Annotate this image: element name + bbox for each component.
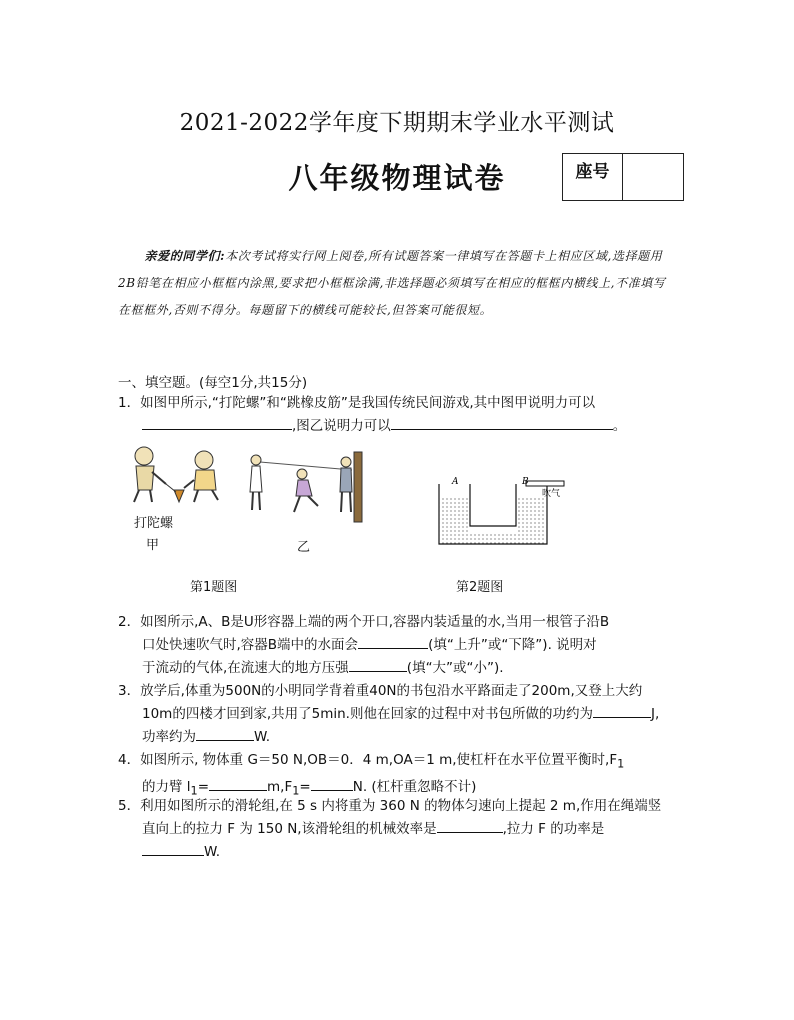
q4-blank-2[interactable] xyxy=(311,776,353,791)
q3-line2a: 10m的四楼才回到家,共用了5min.则他在回家的过程中对书包所做的功约为 xyxy=(142,706,593,722)
question-5 xyxy=(118,795,688,864)
figure-1-jia xyxy=(126,440,226,550)
q4-line2b: = xyxy=(197,778,210,795)
notice-body: 本次考试将实行网上阅卷,所有试题答案一律填写在答题卡上相应区域,选择题用2B铅笔在相应小框框内涂黑,要求把小框框涂满,非选择题必须填写在相应的框框内横线上,不准填写在框框外,否则不得分。每题留下的横线可能较长,但答案可能很短。 xyxy=(118,249,666,317)
q4-blank-1[interactable] xyxy=(209,776,267,791)
q5-number: 5． xyxy=(118,798,141,814)
q4-line1: 如图所示, 物体重 G＝50 N,OB＝0．4 m,OA＝1 m,使杠杆在水平位置平衡时,F xyxy=(140,752,618,768)
q5-blank-1[interactable] xyxy=(437,818,503,833)
q2-line3a: 于流动的气体,在流速大的地方压强 xyxy=(142,660,349,676)
q4-line2c: m,F xyxy=(267,778,293,795)
figure-1-caption: 第1题图 xyxy=(190,580,238,595)
q3-line2b: J, xyxy=(650,706,660,722)
jump-rope-scene-illustration xyxy=(250,452,362,522)
seat-number-box xyxy=(562,153,684,201)
q1-line1: 如图甲所示,“打陀螺”和“跳橡皮筋”是我国传统民间游戏,其中图甲说明力可以 xyxy=(140,395,596,411)
question-1 xyxy=(118,392,688,438)
notice-lead: 亲爱的同学们: xyxy=(144,249,226,263)
q3-line3b: W. xyxy=(254,729,271,745)
spinning-top-icon xyxy=(166,484,184,502)
q1-line2b: 。 xyxy=(612,418,627,434)
blow-label: 吹气 xyxy=(542,489,561,499)
q1-blank-2[interactable] xyxy=(391,415,613,430)
q2-blank-1[interactable] xyxy=(358,634,428,649)
q4-line2-subscript-2: 1 xyxy=(292,784,300,798)
q4-line2-subscript-1: 1 xyxy=(190,784,198,798)
q2-line1: 如图所示,A、B是U形容器上端的两个开口,容器内装适量的水,当用一根管子沿B xyxy=(140,614,610,630)
question-2 xyxy=(118,611,688,680)
q2-blank-2[interactable] xyxy=(349,657,407,672)
q4-line1-subscript: 1 xyxy=(617,757,625,771)
q2-number: 2． xyxy=(118,614,141,630)
q5-line3b: W. xyxy=(204,844,221,860)
q5-line2b: ,拉力 F 的功率是 xyxy=(502,821,605,837)
q1-line2a: ,图乙说明力可以 xyxy=(292,418,391,434)
q3-line3a: 功率约为 xyxy=(142,729,196,745)
q3-number: 3． xyxy=(118,683,141,699)
q3-line1: 放学后,体重为500N的小明同学背着重40N的书包沿水平路面走了200m,又登上大约 xyxy=(140,683,643,699)
question-3 xyxy=(118,680,688,749)
seat-value-field[interactable] xyxy=(623,154,683,200)
label-b: B xyxy=(522,477,529,487)
exam-subtitle: 八年级物理试卷 xyxy=(288,161,506,195)
q4-line2e: N. (杠杆重忽略不计) xyxy=(352,778,477,795)
q5-line1: 利用如图所示的滑轮组,在 5 s 内将重为 360 N 的物体匀速向上提起 2 m,作用在绳端竖 xyxy=(140,798,662,814)
figure-1-jia-label: 打陀螺 xyxy=(134,516,174,531)
child-left-illustration xyxy=(134,447,166,502)
seat-label: 座号 xyxy=(563,154,623,200)
q3-blank-1[interactable] xyxy=(593,703,651,718)
q2-line2b: (填“上升”或“下降”). 说明对 xyxy=(428,637,597,653)
q2-line3b: (填“大”或“小”). xyxy=(406,660,504,676)
q4-number: 4． xyxy=(118,752,141,768)
label-a: A xyxy=(452,477,459,487)
figure-1-yi-caption: 乙 xyxy=(297,540,311,555)
figure-1-jia-caption: 甲 xyxy=(146,538,160,553)
exam-title: 2021-2022学年度下期期末学业水平测试 xyxy=(179,110,615,136)
q5-blank-2[interactable] xyxy=(142,841,204,856)
figure-1-yi xyxy=(240,440,365,530)
child-right-illustration xyxy=(184,451,218,502)
q1-number: 1． xyxy=(118,395,141,411)
q4-line2d: = xyxy=(299,778,311,795)
figure-2-caption: 第2题图 xyxy=(456,580,504,595)
q4-line2a: 的力臂 l xyxy=(142,778,191,795)
q3-blank-2[interactable] xyxy=(196,726,254,741)
q2-line2a: 口处快速吹气时,容器B端中的水面会 xyxy=(142,637,359,653)
q5-line2a: 直向上的拉力 F 为 150 N,该滑轮组的机械效率是 xyxy=(142,821,437,837)
section-heading: 一、填空题。(每空1分,共15分) xyxy=(118,375,308,391)
exam-notice xyxy=(118,243,678,324)
q1-blank-1[interactable] xyxy=(142,415,292,430)
figure-2-u-container xyxy=(430,470,580,550)
